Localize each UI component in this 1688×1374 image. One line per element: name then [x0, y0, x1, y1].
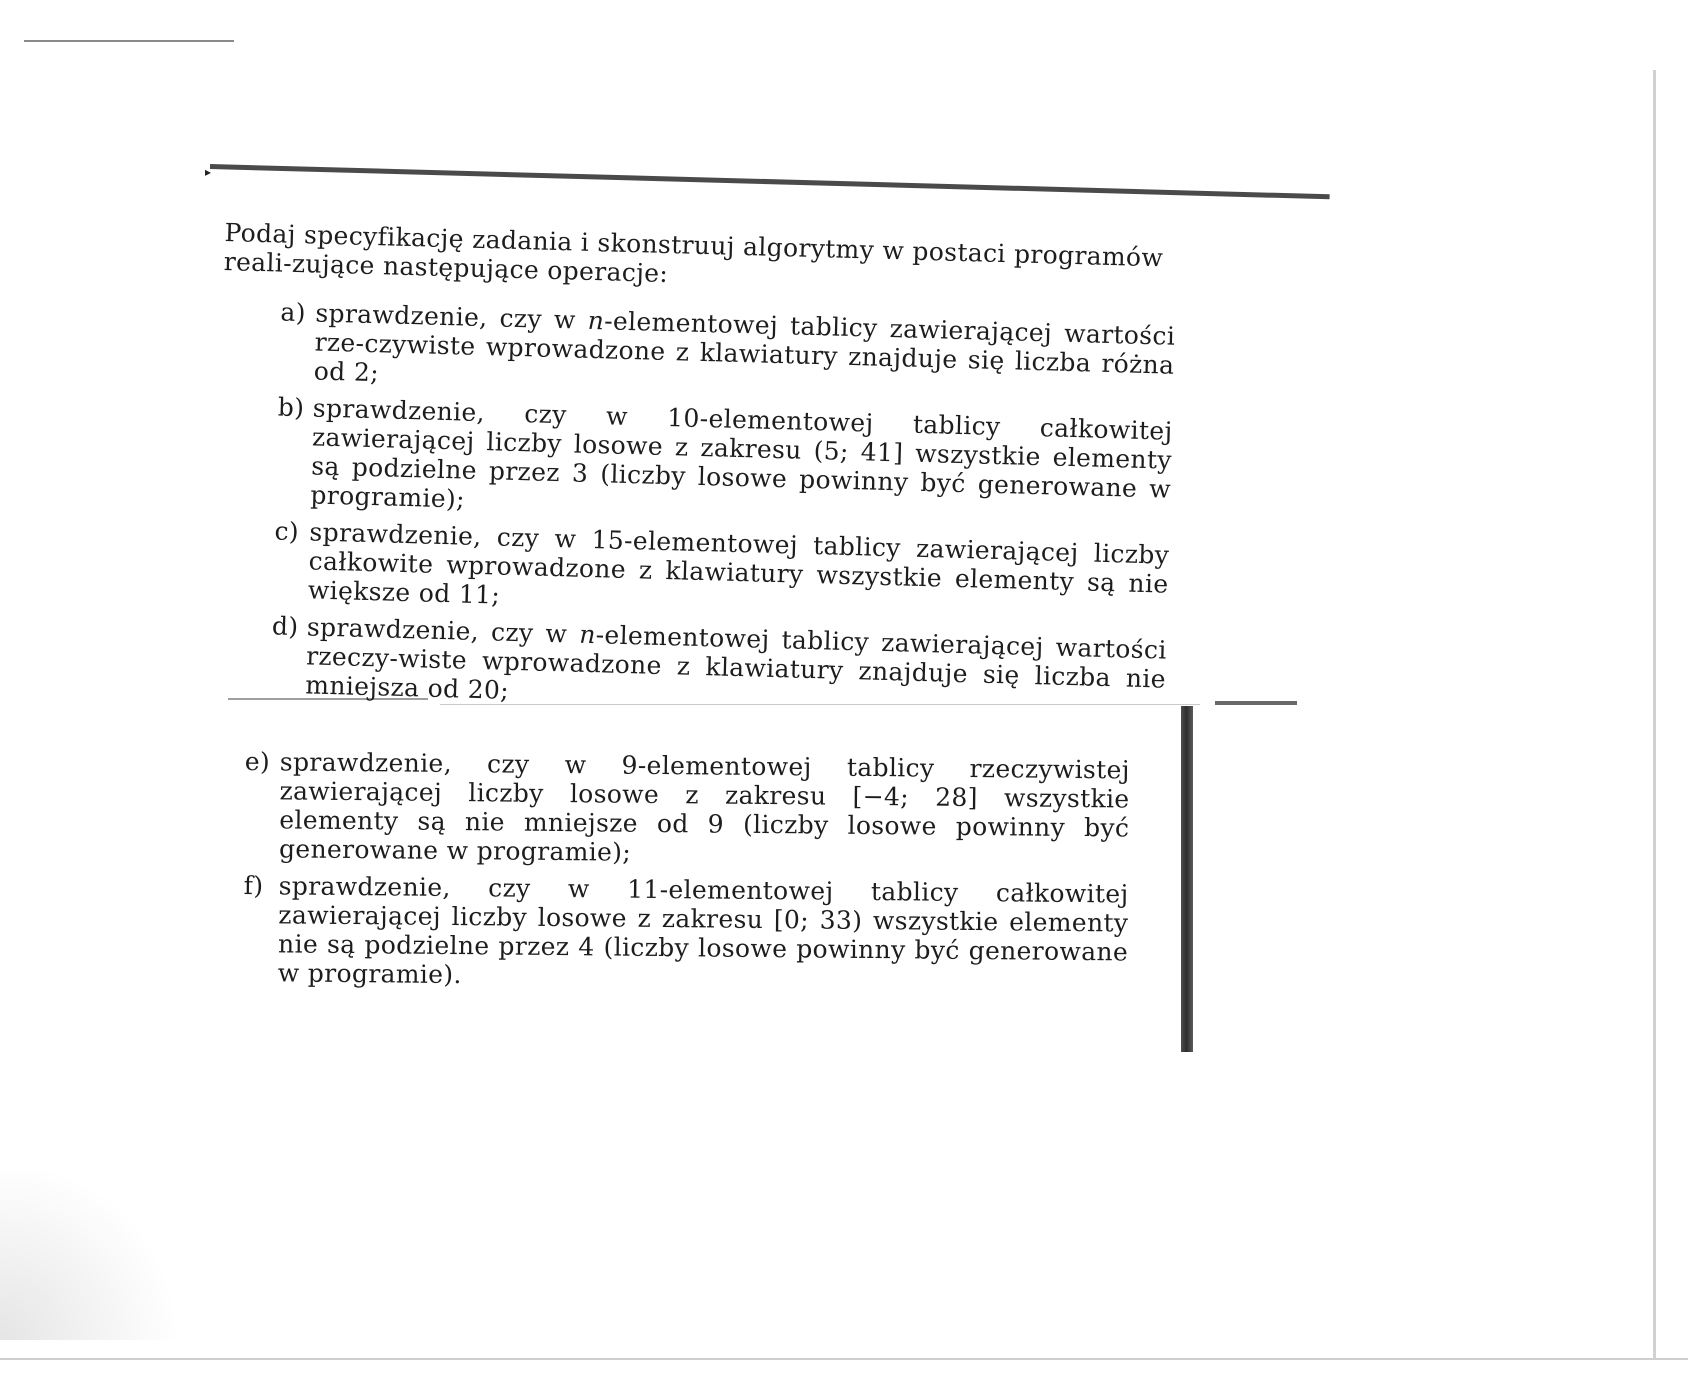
item-label-c: c)	[274, 516, 300, 547]
item-a-text-end: -elementowej tablicy zawierającej wartości rze-czywiste wprowadzone z klawiatury znajduje się liczba różna od 2;	[313, 306, 1176, 388]
item-a-text-start: sprawdzenie, czy w	[315, 298, 589, 335]
task-item-c	[273, 516, 1170, 627]
item-c-text: sprawdzenie, czy w 15-elementowej tablicy zawierającej liczby całkowite wprowadzone z klawiatury wszystkie elementy są nie większe od 11;	[307, 517, 1170, 610]
item-label-e: e)	[244, 747, 271, 777]
upper-clipping	[212, 218, 1195, 731]
task-item-e	[244, 747, 1130, 871]
scan-shadow	[0, 1170, 190, 1340]
clipping-top-rule	[210, 164, 1330, 199]
lower-clipping	[243, 747, 1130, 1003]
scan-mark-icon: ▸	[205, 165, 212, 179]
scan-right-edge	[1653, 70, 1656, 1360]
scan-top-left-rule	[24, 40, 234, 42]
task-item-b	[275, 393, 1173, 533]
item-label-d: d)	[271, 611, 299, 642]
item-a-variable: n	[587, 305, 605, 336]
task-item-d	[270, 611, 1167, 722]
task-item-a	[279, 298, 1176, 409]
item-label-f: f)	[243, 870, 264, 901]
item-label-b: b)	[277, 392, 305, 423]
task-intro: Podaj specyfikację zadania i skonstruuj algorytmy w postaci programów reali-zujące następujące operacje:	[223, 218, 1164, 289]
item-f-text: sprawdzenie, czy w 11-elementowej tablicy całkowitej zawierającej liczby losowe z zakresu [0; 33) wszystkie elementy nie są podzielne przez 4 (liczby losowe powinny być generowane w programie).	[277, 871, 1129, 990]
item-d-variable: n	[578, 619, 597, 650]
item-e-text: sprawdzenie, czy w 9-elementowej tablicy rzeczywistej zawierającej liczby losowe z zakresu [−4; 28] wszystkie elementy są nie mniejsze od 9 (liczby losowe powinny być generowane w programie);	[278, 747, 1130, 867]
task-item-f	[243, 871, 1129, 995]
item-label-a: a)	[280, 297, 307, 328]
item-d-text-start: sprawdzenie, czy w	[306, 612, 580, 649]
scan-bottom-edge	[0, 1358, 1688, 1360]
item-b-text: sprawdzenie, czy w 10-elementowej tablicy całkowitej zawierającej liczby losowe z zakresu (5; 41] wszystkie elementy są podzielne przez 3 (liczby losowe powinny być generowane w programie);	[310, 393, 1173, 514]
clipping-vertical-bar	[1181, 706, 1193, 1052]
item-d-text-end: -elementowej tablicy zawierającej wartości rzeczy-wiste wprowadzone z klawiatury znajduje się liczba nie mniejsza od 20;	[305, 620, 1168, 705]
clipping-bottom-rule-right	[1215, 701, 1297, 705]
